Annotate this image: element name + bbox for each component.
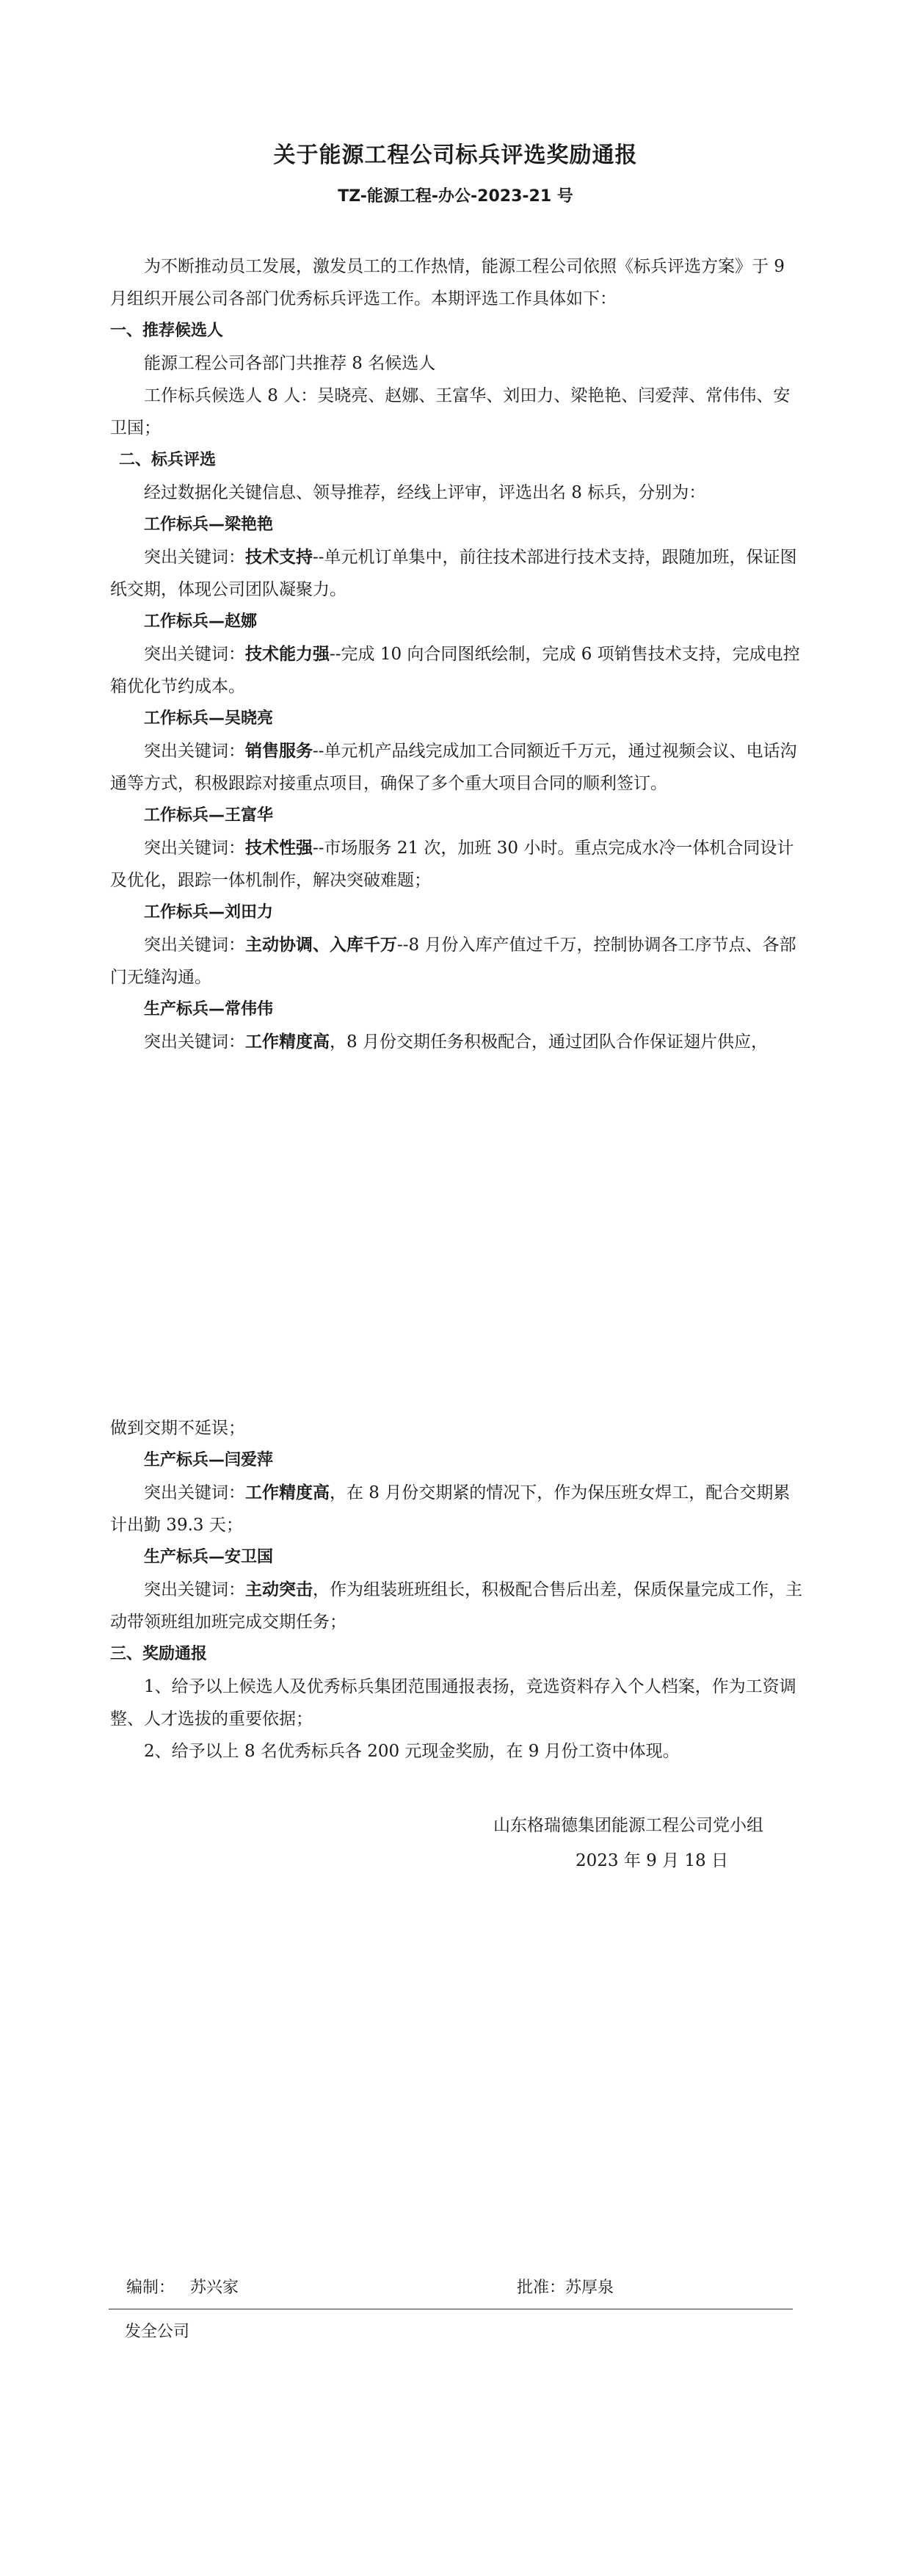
award-title: 生产标兵—闫爱萍 [144, 1451, 274, 1469]
award-text: --单元机订单集中，前往技术部进行技术支持，跟随加班，保证图纸交期，体现公司团队凝聚力。 [110, 548, 797, 599]
approver-name: 苏厚泉 [565, 2279, 614, 2297]
award-keyword: 技术性强 [245, 839, 313, 858]
continuation-text: 做到交期不延误； [110, 1419, 245, 1438]
keyword-prefix: 突出关键词： [144, 839, 245, 858]
body-block-1 [110, 250, 806, 1058]
distribution-text: 发全公司 [125, 2323, 190, 2341]
editor-name: 苏兴家 [190, 2279, 239, 2297]
award-text: --市场服务 21 次，加班 30 小时。重点完成水冷一体机合同设计及优化，跟踪一体机制作，解决突破难题； [110, 839, 794, 890]
award-description [110, 541, 806, 606]
signature-date: 2023 年 9 月 18 日 [576, 1851, 728, 1870]
keyword-prefix: 突出关键词： [144, 742, 245, 761]
award-description [110, 638, 806, 703]
keyword-prefix: 突出关键词： [144, 645, 245, 664]
section-3-heading: 三、奖励通报 [110, 1645, 208, 1663]
section-1-paragraph: 能源工程公司各部门共推荐 8 名候选人 [144, 354, 436, 373]
award-title: 工作标兵—刘田力 [144, 903, 274, 922]
document-title: 关于能源工程公司标兵评选奖励通报 [273, 142, 638, 168]
award-description [110, 1026, 806, 1058]
award-title: 生产标兵—常伟伟 [144, 1000, 274, 1019]
award-keyword: 主动突击 [245, 1580, 313, 1599]
award-list [110, 1444, 806, 1638]
award-keyword: 技术能力强 [245, 645, 330, 664]
section-2-intro: 经过数据化关键信息、领导推荐，经线上评审，评选出名 8 标兵，分别为： [144, 483, 706, 502]
approver-label: 批准： [517, 2279, 566, 2297]
approver-field [517, 2275, 614, 2298]
keyword-prefix: 突出关键词： [144, 1580, 245, 1599]
editor-label: 编制： [126, 2279, 175, 2297]
award-text: ，在 8 月份交期紧的情况下，作为保压班女焊工，配合交期累计出勤 39.3 天； [110, 1483, 791, 1535]
keyword-prefix: 突出关键词： [144, 1032, 245, 1052]
award-text: --单元机产品线完成加工合同额近千万元，通过视频会议、电话沟通等方式，积极跟踪对接重点项目，确保了多个重大项目合同的顺利签订。 [110, 742, 797, 793]
section-1-paragraph: 工作标兵候选人 8 人：吴晓亮、赵娜、王富华、刘田力、梁艳艳、闫爱萍、常伟伟、安卫国； [110, 386, 791, 438]
section-1-heading: 一、推荐候选人 [110, 322, 224, 340]
award-description [110, 832, 806, 897]
award-keyword: 技术支持 [245, 548, 313, 567]
award-title: 工作标兵—王富华 [144, 806, 274, 825]
award-text: --8 月份入库产值过千万，控制协调各工序节点、各部门无缝沟通。 [110, 936, 796, 987]
signature-org: 山东格瑞德集团能源工程公司党小组 [493, 1816, 763, 1835]
award-keyword: 工作精度高 [245, 1483, 330, 1502]
keyword-prefix: 突出关键词： [144, 548, 245, 567]
award-description [110, 1477, 806, 1541]
award-text: ，作为组装班班组长，积极配合售后出差，保质保量完成工作，主动带领班组加班完成交期任务； [110, 1580, 802, 1632]
award-keyword: 销售服务 [245, 742, 313, 761]
keyword-prefix: 突出关键词： [144, 936, 245, 955]
document-number: TZ-能源工程-办公-2023-21 号 [338, 187, 573, 206]
award-keyword: 工作精度高 [245, 1032, 330, 1052]
award-list [110, 509, 806, 1058]
award-description [110, 929, 806, 994]
keyword-prefix: 突出关键词： [144, 1483, 245, 1502]
award-keyword: 主动协调、入库千万 [245, 936, 397, 955]
award-title: 工作标兵—梁艳艳 [144, 515, 274, 534]
award-description [110, 1574, 806, 1638]
section-3-paragraph: 2、给予以上 8 名优秀标兵各 200 元现金奖励，在 9 月份工资中体现。 [144, 1742, 680, 1761]
editor-field [126, 2275, 239, 2298]
award-description [110, 735, 806, 800]
award-title: 生产标兵—安卫国 [144, 1548, 274, 1566]
section-2-heading: 二、标兵评选 [119, 451, 217, 469]
award-title: 工作标兵—吴晓亮 [144, 709, 274, 728]
intro-paragraph: 为不断推动员工发展，激发员工的工作热情，能源工程公司依照《标兵评选方案》于 9 月组织开展公司各部门优秀标兵评选工作。本期评选工作具体如下： [110, 257, 785, 308]
award-title: 工作标兵—赵娜 [144, 612, 258, 631]
section-3-paragraph: 1、给予以上候选人及优秀标兵集团范围通报表扬，竞选资料存入个人档案，作为工资调整、人才选拔的重要依据； [110, 1677, 796, 1729]
body-block-2 [110, 1412, 806, 1768]
award-text: --完成 10 向合同图纸绘制，完成 6 项销售技术支持，完成电控箱优化节约成本。 [110, 645, 800, 696]
award-text: ，8 月份交期任务积极配合，通过团队合作保证翅片供应， [330, 1032, 768, 1052]
